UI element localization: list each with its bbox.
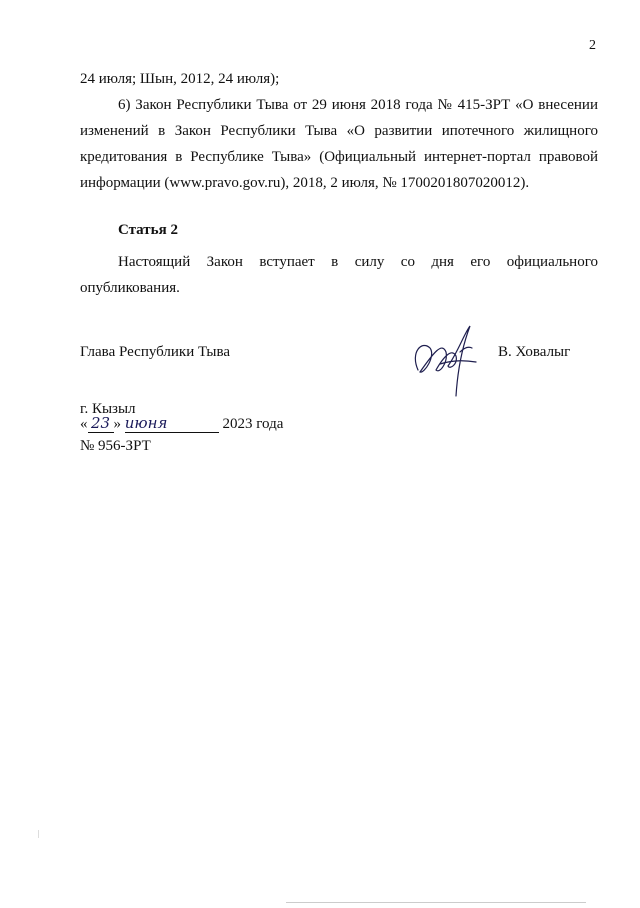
date-open-quote: « <box>80 416 88 432</box>
date-year: 2023 года <box>222 416 284 432</box>
handwritten-signature <box>400 312 490 402</box>
paragraph-item-6: 6) Закон Республики Тыва от 29 июня 2018 года № 415-ЗРТ «О внесении изменений в Закон Республики Тыва «О развитии ипотечного жилищного кредитования в Республике Тыва» (Официальный интернет-портал правовой информации (www.pravo.gov.ru), 2018, 2 июля, № 1700201807020012). <box>80 97 598 191</box>
article-2-text: Настоящий Закон вступает в силу со дня его официального опубликования. <box>80 254 598 296</box>
date-close-quote: » <box>113 416 121 432</box>
signatory-position: Глава Республики Тыва <box>80 344 231 360</box>
signatory-name: В. Ховалыг <box>498 344 571 360</box>
page-number: 2 <box>589 38 596 53</box>
bottom-edge-line <box>286 902 586 903</box>
law-number: № 956-ЗРТ <box>80 438 151 454</box>
place-of-signing: г. Кызыл <box>80 401 136 417</box>
body-text <box>80 66 598 196</box>
date-month: июня <box>125 414 219 433</box>
paragraph-continuation: 24 июля; Шын, 2012, 24 июля); <box>80 71 280 87</box>
signing-date <box>80 414 283 433</box>
date-day: 23 <box>88 414 114 433</box>
article-2-heading: Статья 2 <box>118 222 178 238</box>
margin-mark <box>38 830 39 838</box>
